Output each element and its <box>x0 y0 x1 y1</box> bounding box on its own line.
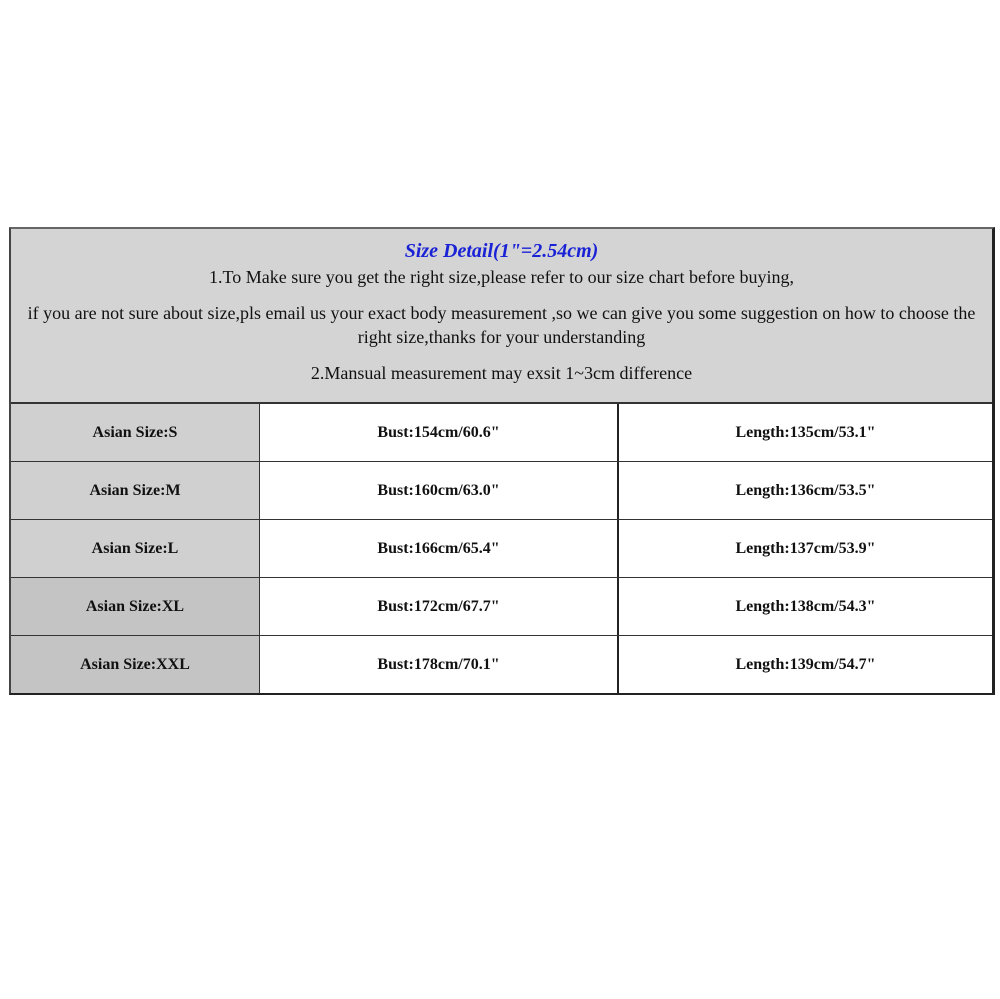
bust-cell: Bust:178cm/70.1" <box>260 636 619 693</box>
length-cell: Length:135cm/53.1" <box>619 404 992 461</box>
table-row <box>11 578 992 636</box>
length-cell: Length:136cm/53.5" <box>619 462 992 519</box>
size-table <box>11 404 992 693</box>
size-instruction-email: if you are not sure about size,pls email us your exact body measurement ,so we can give you some suggestion on how to choose the right size,thanks for your understanding <box>27 303 976 347</box>
bust-cell: Bust:160cm/63.0" <box>260 462 619 519</box>
table-row <box>11 520 992 578</box>
length-cell: Length:137cm/53.9" <box>619 520 992 577</box>
length-cell: Length:138cm/54.3" <box>619 578 992 635</box>
length-cell: Length:139cm/54.7" <box>619 636 992 693</box>
size-cell: Asian Size:XXL <box>11 636 260 693</box>
size-chart-title: Size Detail(1"=2.54cm) <box>404 240 599 262</box>
size-instruction-2: 2.Mansual measurement may exsit 1~3cm difference <box>310 363 693 383</box>
size-cell: Asian Size:M <box>11 462 260 519</box>
size-cell: Asian Size:L <box>11 520 260 577</box>
size-chart-header <box>11 229 992 404</box>
size-instruction-1: 1.To Make sure you get the right size,please refer to our size chart before buying, <box>208 267 795 287</box>
bust-cell: Bust:154cm/60.6" <box>260 404 619 461</box>
size-cell: Asian Size:S <box>11 404 260 461</box>
size-chart <box>9 227 995 695</box>
table-row <box>11 636 992 693</box>
table-row <box>11 404 992 462</box>
bust-cell: Bust:172cm/67.7" <box>260 578 619 635</box>
bust-cell: Bust:166cm/65.4" <box>260 520 619 577</box>
size-cell: Asian Size:XL <box>11 578 260 635</box>
table-row <box>11 462 992 520</box>
